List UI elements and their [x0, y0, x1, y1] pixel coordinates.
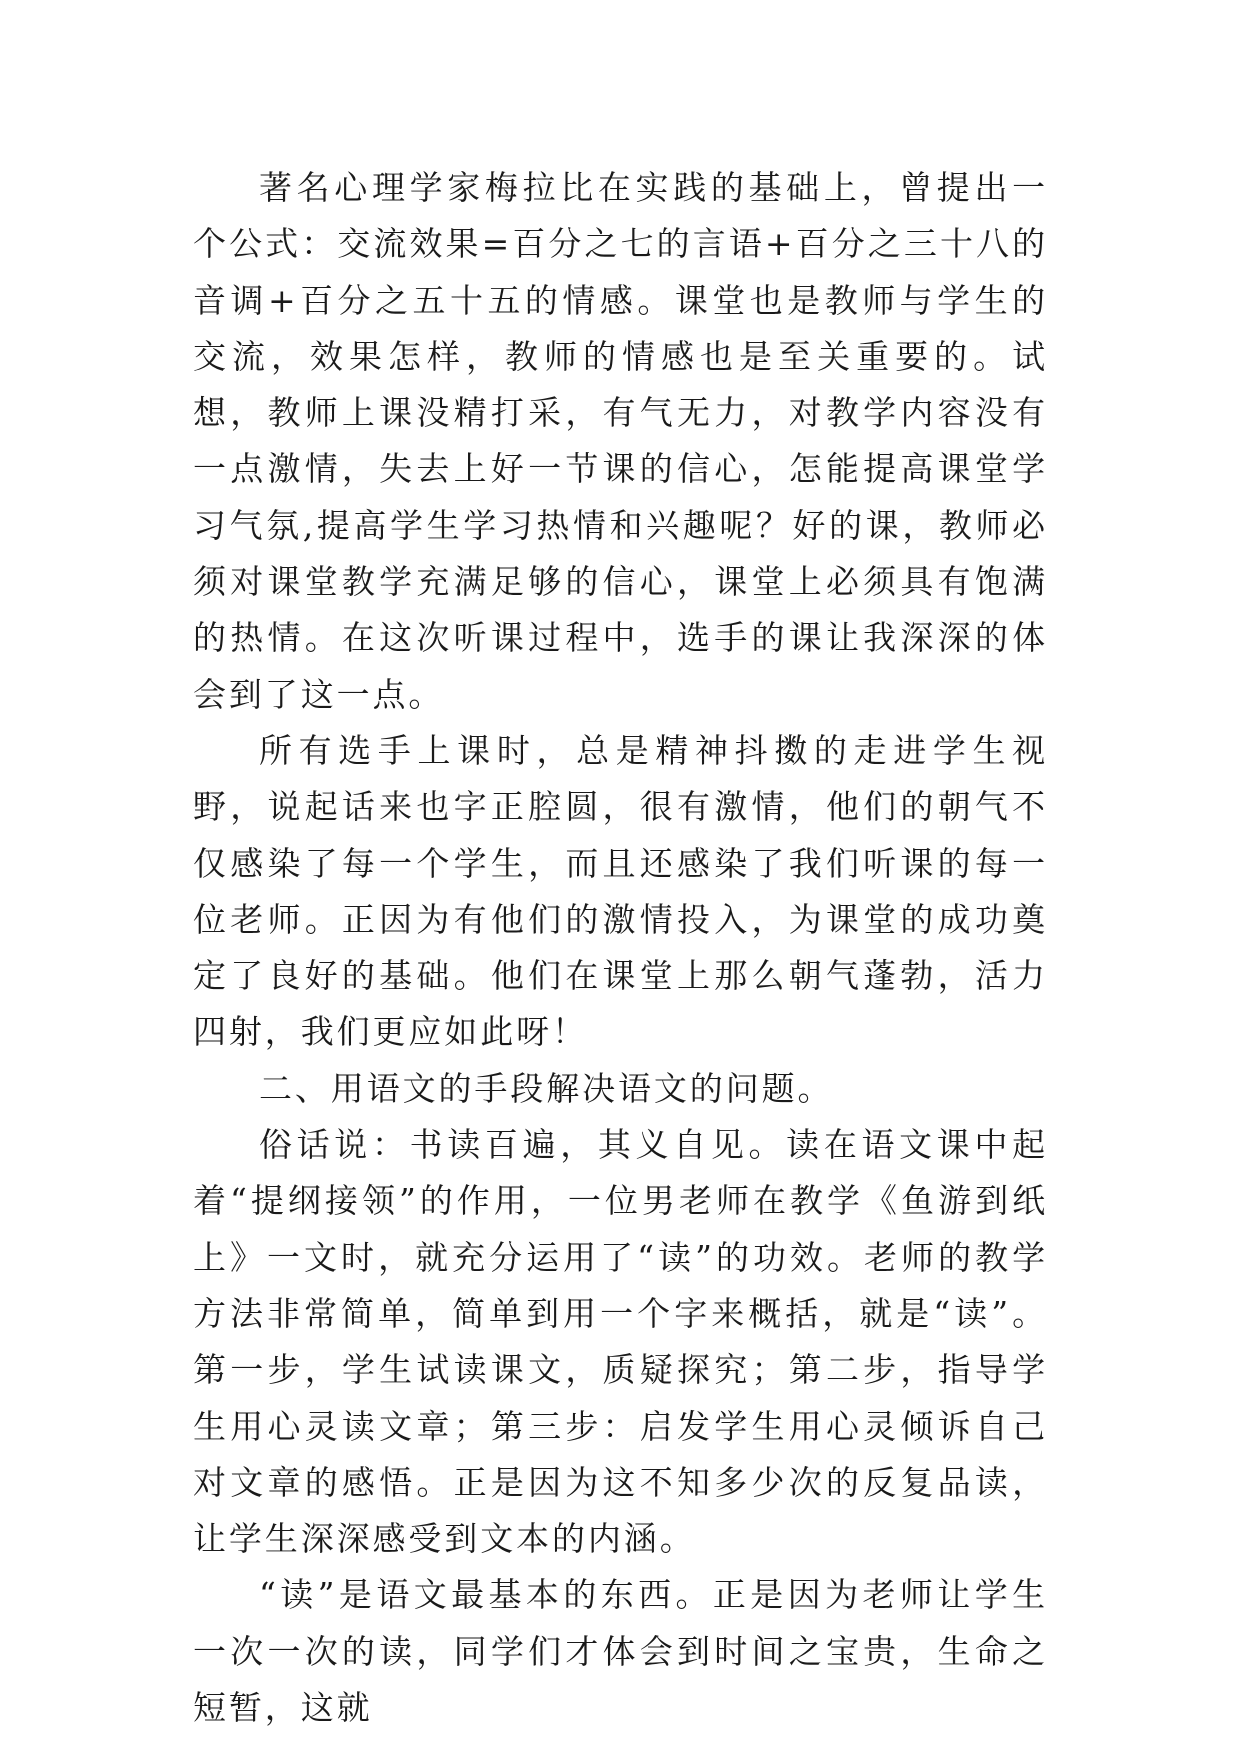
document-body	[193, 160, 1048, 1736]
paragraph-passion: 所有选手上课时，总是精神抖擞的走进学生视野，说起话来也字正腔圆，很有激情，他们的朝气不仅感染了每一个学生，而且还感染了我们听课的每一位老师。正因为有他们的激情投入，为课堂的成功奠定了良好的基础。他们在课堂上那么朝气蓬勃，活力四射，我们更应如此呀！	[193, 730, 1048, 1052]
paragraph-formula: 著名心理学家梅拉比在实践的基础上，曾提出一个公式：交流效果=百分之七的言语+百分之三十八的音调+百分之五十五的情感。课堂也是教师与学生的交流，效果怎样，教师的情感也是至关重要的。试想，教师上课没精打采，有气无力，对教学内容没有一点激情，失去上好一节课的信心，怎能提高课堂学习气氛,提高学生学习热情和兴趣呢？好的课，教师必须对课堂教学充满足够的信心，课堂上必须具有饱满的热情。在这次听课过程中，选手的课让我深深的体会到了这一点。	[193, 168, 1048, 714]
paragraph-reading-basics: “读”是语文最基本的东西。正是因为老师让学生一次一次的读，同学们才体会到时间之宝贵，生命之短暂，这就	[193, 1575, 1048, 1728]
section-heading-2: 二、用语文的手段解决语文的问题。	[259, 1068, 834, 1108]
paragraph-reading: 俗话说：书读百遍，其义自见。读在语文课中起着“提纲接领”的作用，一位男老师在教学《鱼游到纸上》一文时，就充分运用了“读”的功效。老师的教学方法非常简单，简单到用一个字来概括，就是“读”。第一步，学生试读课文，质疑探究；第二步，指导学生用心灵读文章；第三步：启发学生用心灵倾诉自己对文章的感悟。正是因为这不知多少次的反复品读，让学生深深感受到文本的内涵。	[193, 1125, 1048, 1559]
